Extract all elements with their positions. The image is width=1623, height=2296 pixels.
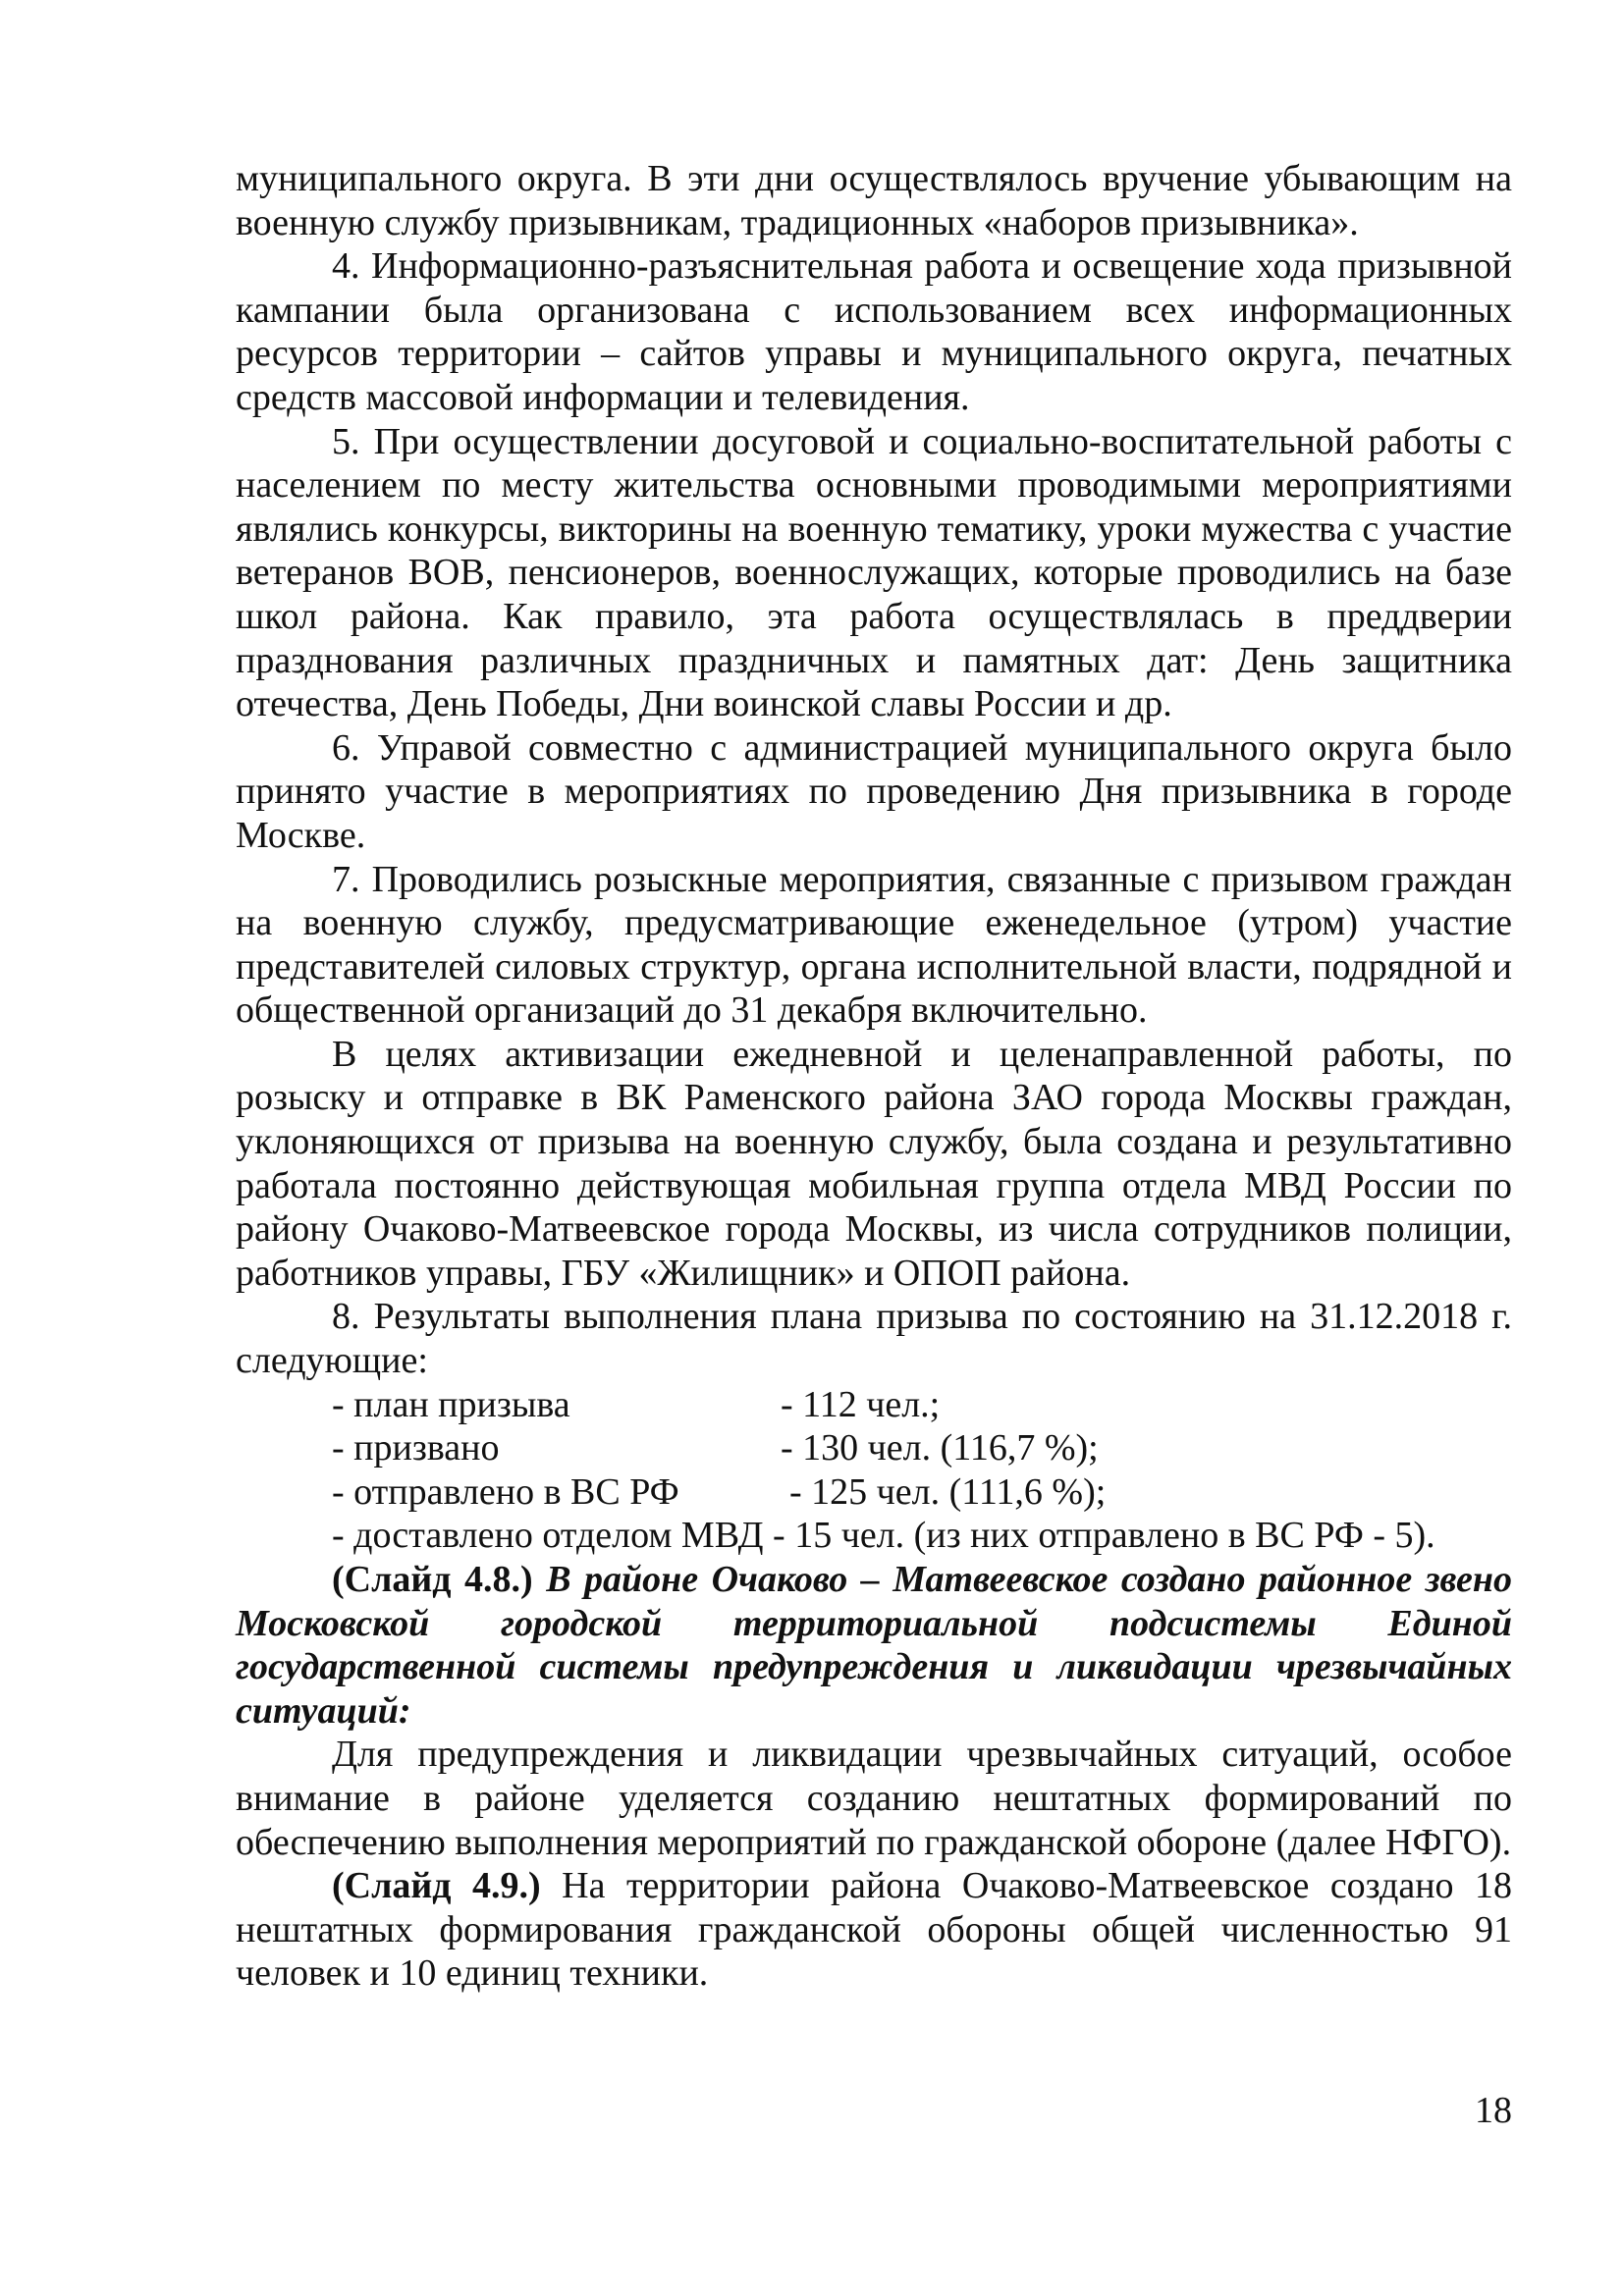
result-label: - план призыва	[332, 1383, 570, 1425]
result-value: - 112 чел.;	[781, 1383, 941, 1425]
paragraph-item-6: 6. Управой совместно с администрацией муниципального округа было принято участие в мероприятиях по проведению Дня призывника в городе Москве.	[236, 726, 1512, 856]
document-body	[236, 157, 1512, 1996]
paragraph-item-5: 5. При осуществлении досуговой и социально-воспитательной работы с населением по месту жительства основными проводимыми мероприятиями являлись конкурсы, викторины на военную тематику, уроки мужества с участие ветеранов ВОВ, пенсионеров, военнослужащих, которые проводились на базе школ района. Как правило, эта работа осуществлялась в преддверии празднования различных праздничных и памятных дат: День защитника отечества, День Победы, Дни воинской славы России и др.	[236, 420, 1512, 725]
list-item	[236, 1470, 1512, 1515]
paragraph-mobile-group: В целях активизации ежедневной и целенаправленной работы, по розыску и отправке в ВК Раменского района ЗАО города Москвы граждан, уклоняющихся от призыва на военную службу, была создана и результативно работала постоянно действующая мобильная группа отдела МВД России по району Очаково-Матвеевское города Москвы, из числа сотрудников полиции, работников управы, ГБУ «Жилищник» и ОПОП района.	[236, 1033, 1512, 1294]
paragraph-slide-4-8	[236, 1558, 1512, 1733]
result-label: - доставлено отделом МВД	[332, 1515, 764, 1557]
paragraph-nfgo: Для предупреждения и ликвидации чрезвычайных ситуаций, особое внимание в районе уделяется созданию нештатных формирований по обеспечению выполнения мероприятий по гражданской обороне (далее НФГО).	[236, 1734, 1512, 1863]
result-label: - отправлено в ВС РФ	[332, 1470, 679, 1513]
result-label: - призвано	[332, 1427, 500, 1469]
paragraph-continuation: муниципального округа. В эти дни осуществлялось вручение убывающим на военную службу призывникам, традиционных «наборов призывника».	[236, 158, 1512, 243]
paragraph-item-7: 7. Проводились розыскные мероприятия, связанные с призывом граждан на военную службу, предусматривающие еженедельное (утром) участие представителей силовых структур, органа исполнительной власти, подрядной и общественной организаций до 31 декабря включительно.	[236, 858, 1512, 1032]
slide-label: (Слайд 4.9.)	[332, 1865, 541, 1907]
list-item	[236, 1514, 1512, 1558]
result-value: - 15 чел. (из них отправлено в ВС РФ - 5).	[763, 1515, 1435, 1557]
paragraph-item-4: 4. Информационно-разъяснительная работа и освещение хода призывной кампании была организована с использованием всех информационных ресурсов территории – сайтов управы и муниципального округа, печатных средств массовой информации и телевидения.	[236, 245, 1512, 418]
list-item	[236, 1426, 1512, 1470]
slide-heading: В районе Очаково – Матвеевское создано районное звено Московской городской территориальной подсистемы Единой государственной системы предупреждения и ликвидации чрезвычайных ситуаций:	[236, 1559, 1513, 1732]
paragraph-slide-4-9	[236, 1864, 1512, 1996]
paragraph-item-8: 8. Результаты выполнения плана призыва по состоянию на 31.12.2018 г. следующие:	[236, 1296, 1512, 1382]
slide-label: (Слайд 4.8.)	[332, 1559, 533, 1600]
slide-text: На территории района Очаково-Матвеевское создано 18 нештатных формирования гражданской обороны общей численностью 91 человек и 10 единиц техники.	[236, 1865, 1513, 1995]
result-value: - 125 чел. (111,6 %);	[789, 1470, 1107, 1513]
result-value: - 130 чел. (116,7 %);	[781, 1427, 1099, 1469]
page-number: 18	[1475, 2090, 1512, 2131]
conscription-results-list	[236, 1383, 1512, 1558]
list-item	[236, 1383, 1512, 1427]
